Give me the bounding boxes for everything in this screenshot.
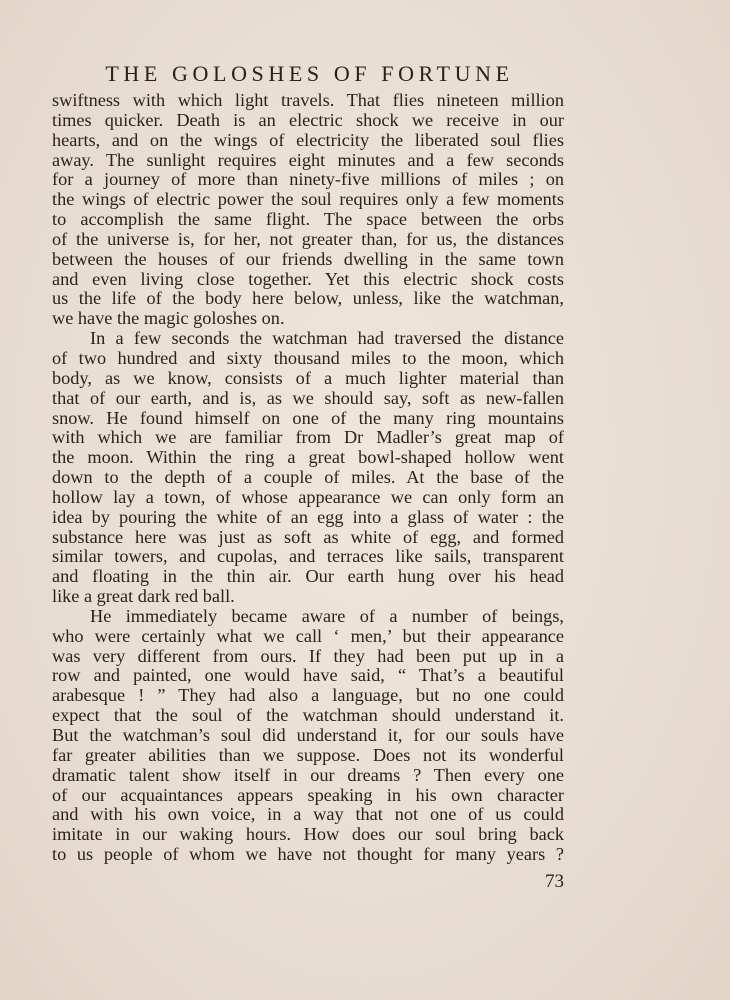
paragraph-end-line: we have the magic goloshes on. (52, 308, 285, 329)
text-line: and with his own voice, in a way that not one of us could (52, 804, 564, 825)
text-line: between the houses of our friends dwelling in the same town (52, 248, 564, 269)
text-line: for a journey of more than ninety-five millions of miles ; on (52, 169, 564, 190)
text-line: the wings of electric power the soul requires only a few moments (52, 189, 564, 210)
text-line: But the watchman’s soul did understand it, for our souls have (52, 725, 564, 745)
text-line: that of our earth, and is, as we should say, soft as new-fallen (52, 387, 564, 408)
text-line: to us people of whom we have not thought for many years ? (52, 844, 564, 865)
text-line: of the universe is, for her, not greater than, for us, the distances (52, 228, 564, 249)
paragraph-end-line: like a great dark red ball. (52, 586, 235, 607)
text-line: of two hundred and sixty thousand miles to the moon, which (52, 347, 564, 368)
text-line: with which we are familiar from Dr Madler’s great map of (52, 427, 564, 448)
text-line: of our acquaintances appears speaking in his own character (52, 784, 564, 805)
text-line: arabesque ! ” They had also a language, but no one could (52, 685, 564, 706)
text-line: the moon. Within the ring a great bowl-shaped hollow went (52, 447, 564, 468)
text-line: away. The sunlight requires eight minutes and a few seconds (52, 149, 564, 170)
text-line: who were certainly what we call ‘ men,’ but their appearance (52, 625, 564, 646)
paragraph-start-line: In a few seconds the watchman had traversed the distance (90, 328, 564, 349)
text-line: row and painted, one would have said, “ That’s a beautiful (52, 665, 564, 686)
running-head: THE GOLOSHES OF FORTUNE (105, 61, 514, 86)
text-line: us the life of the body here below, unless, like the watchman, (52, 288, 564, 309)
text-line: and even living close together. Yet this electric shock costs (52, 268, 564, 289)
text-line: dramatic talent show itself in our dreams ? Then every one (52, 764, 564, 785)
text-line: to accomplish the same flight. The space between the orbs (52, 209, 564, 230)
text-line: swiftness with which light travels. That flies nineteen million (52, 90, 564, 110)
text-line: hearts, and on the wings of electricity the liberated soul flies (52, 129, 564, 150)
body-text (52, 91, 564, 865)
text-line: was very different from ours. If they had been put up in a (52, 645, 564, 666)
text-line: times quicker. Death is an electric shock we receive in our (52, 109, 564, 130)
text-line: similar towers, and cupolas, and terraces like sails, transparent (52, 546, 564, 567)
text-line: down to the depth of a couple of miles. At the base of the (52, 467, 564, 488)
paragraph-start-line: He immediately became aware of a number of beings, (90, 605, 564, 626)
text-line: substance here was just as soft as white of egg, and formed (52, 526, 564, 547)
text-line: far greater abilities than we suppose. Does not its wonderful (52, 744, 564, 765)
text-line: idea by pouring the white of an egg into a glass of water : the (52, 506, 564, 527)
text-line: hollow lay a town, of whose appearance we can only form an (52, 486, 564, 507)
text-line: expect that the soul of the watchman should understand it. (52, 705, 564, 726)
text-line: imitate in our waking hours. How does our soul bring back (52, 824, 564, 845)
page-number: 73 (545, 871, 564, 892)
text-line: snow. He found himself on one of the many ring mountains (52, 407, 564, 428)
text-line: and floating in the thin air. Our earth hung over his head (52, 566, 564, 587)
text-line: body, as we know, consists of a much lighter material than (52, 367, 564, 388)
